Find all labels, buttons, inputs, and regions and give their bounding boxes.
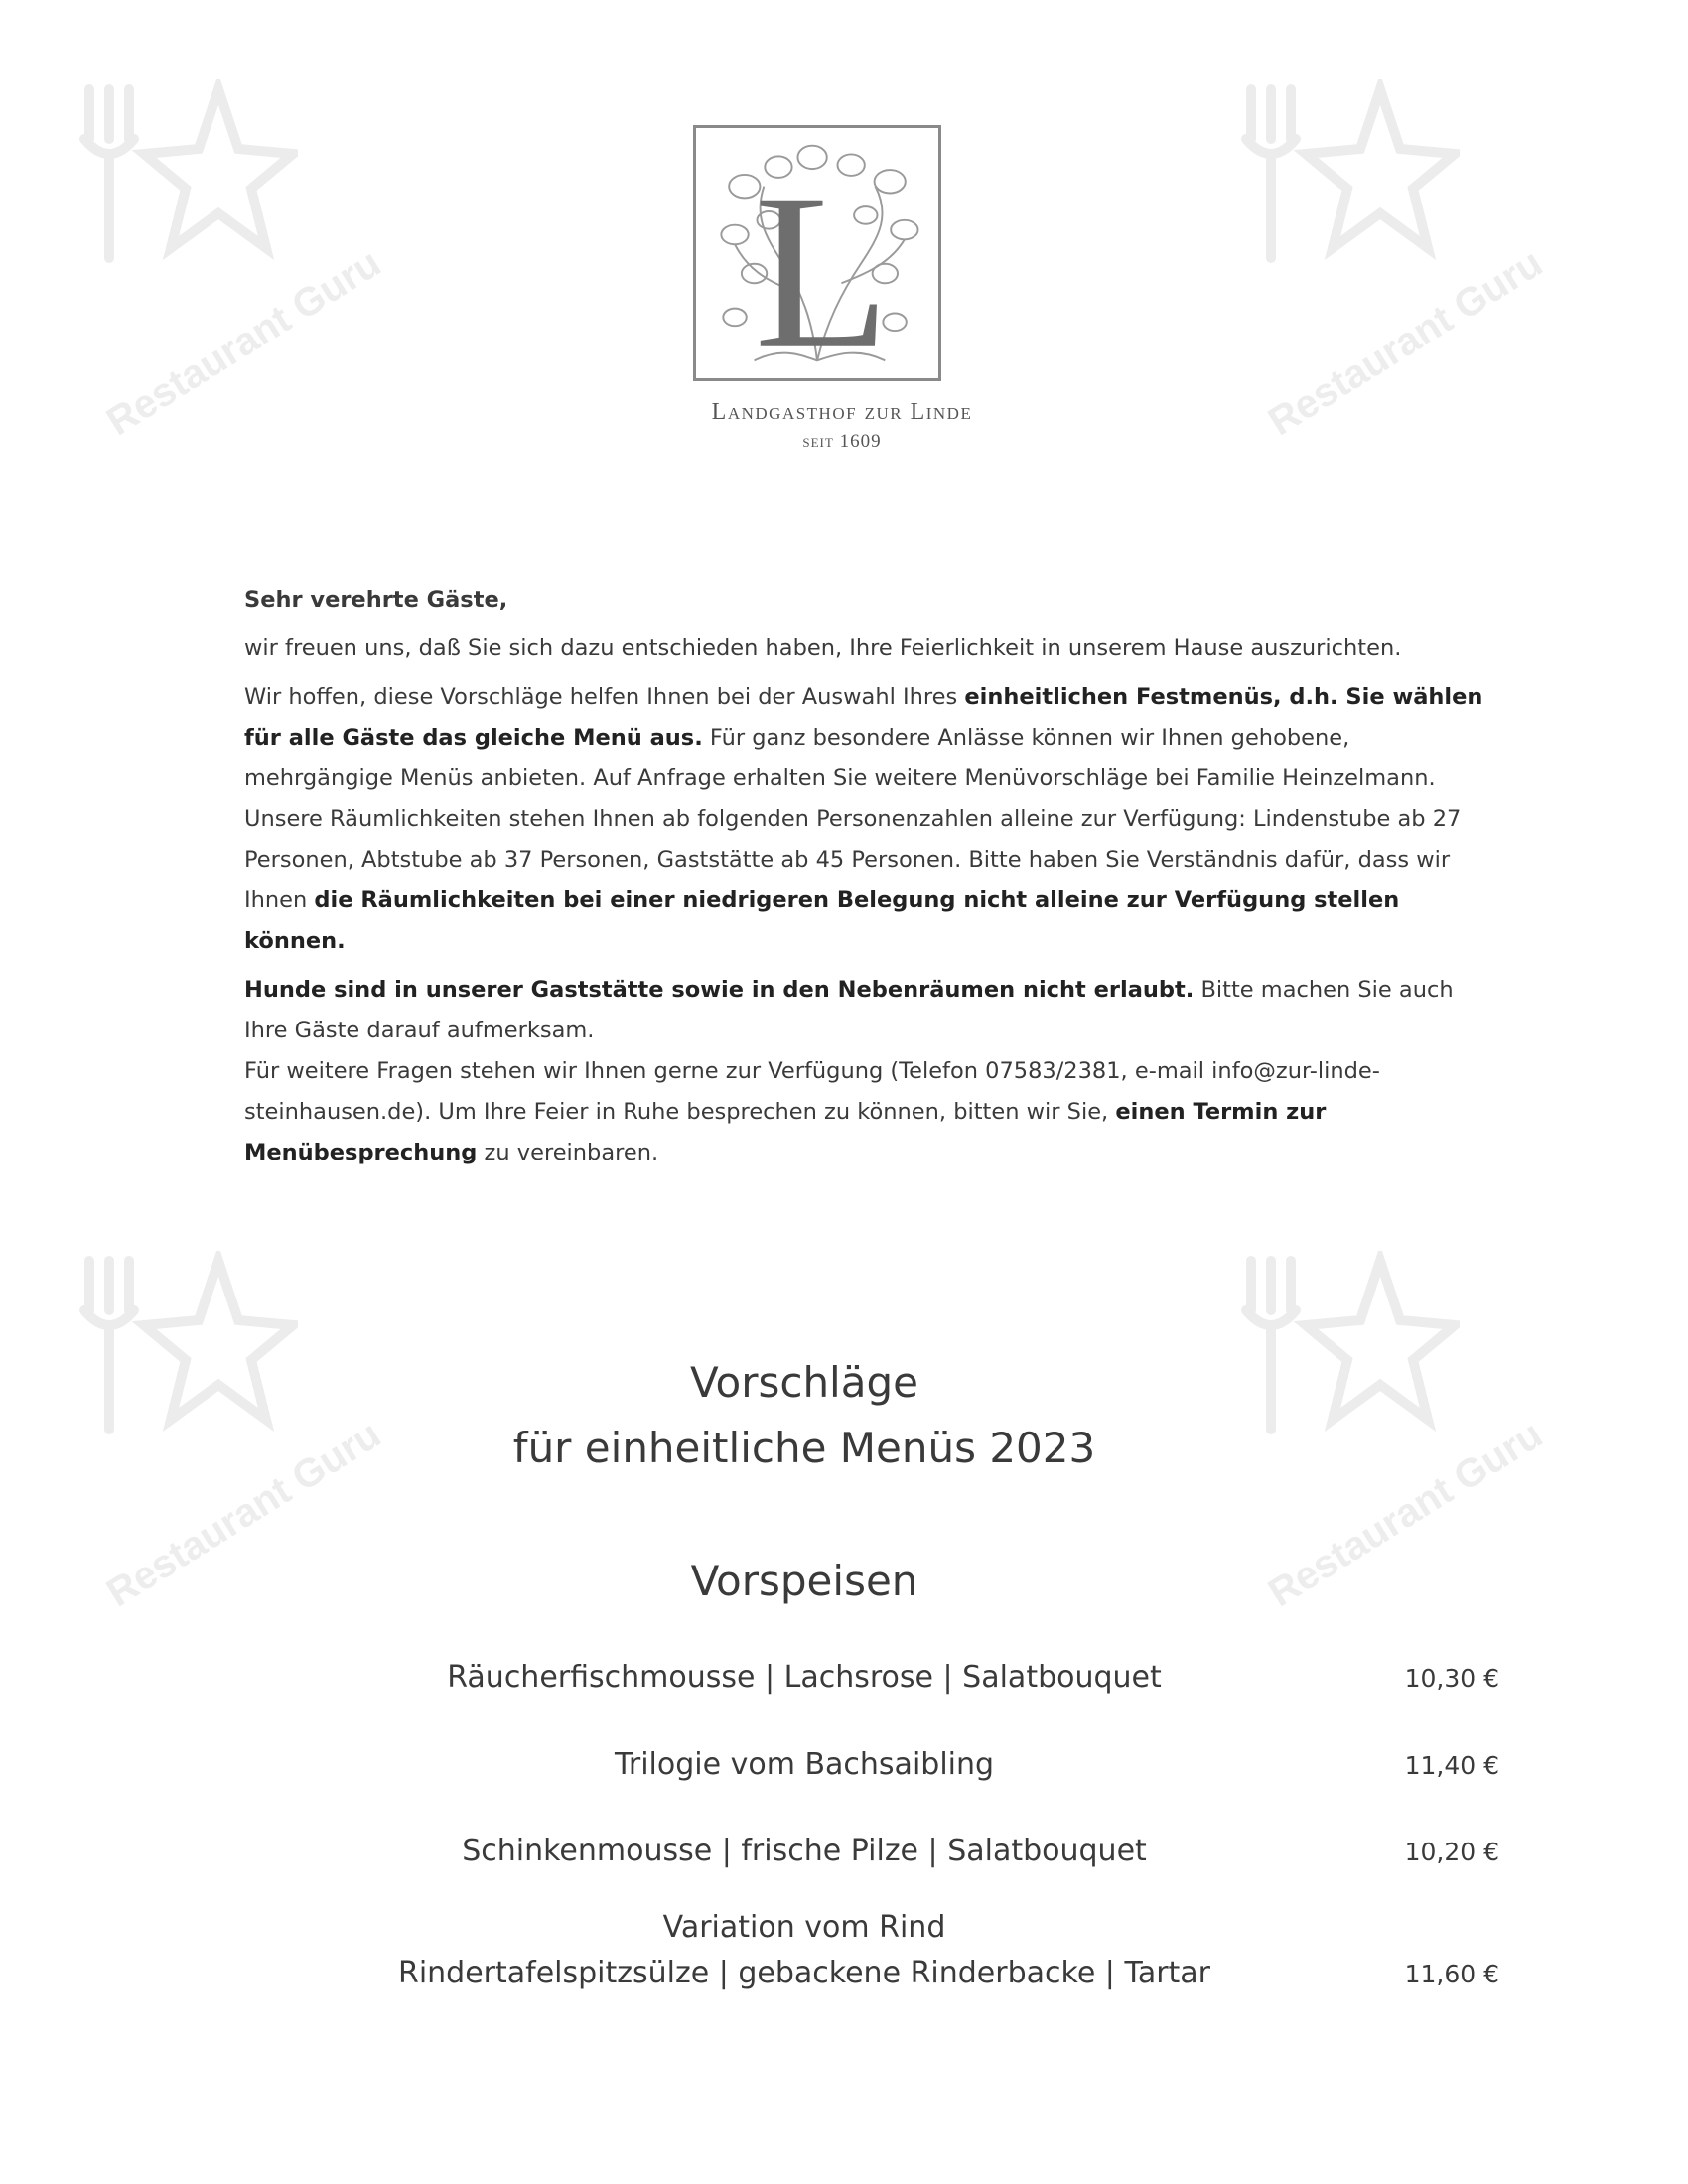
logo-since: seit 1609 (802, 431, 882, 452)
paragraph-intro-text: wir freuen uns, daß Sie sich dazu entschieden haben, Ihre Feierlichkeit in unserem Hause auszurichten. (244, 635, 1402, 661)
menu-item-name: Schinkenmousse | frische Pilze | Salatbouquet (462, 1834, 1147, 1868)
menu-item-price: 11,60 € (1404, 1960, 1499, 1988)
watermark (70, 79, 388, 445)
paragraph-contact-rest: zu vereinbaren. (477, 1140, 659, 1165)
menu-item-price: 10,30 € (1404, 1664, 1499, 1693)
menu-item-price: 10,20 € (1404, 1838, 1499, 1866)
paragraph-menu-choice-bold: einheitlichen Festmenüs, d.h. Sie wählen für alle Gäste das gleiche Menü aus. (244, 684, 1483, 751)
watermark (70, 1251, 388, 1616)
watermark-text: Restaurant Guru (99, 1412, 388, 1616)
paragraph-rooms (244, 799, 1485, 962)
watermark (1231, 79, 1550, 445)
paragraph-dogs (244, 970, 1485, 1051)
paragraph-dogs-text: Bitte machen Sie auch Ihre Gäste darauf aufmerksam. (244, 977, 1454, 1043)
menu-item-subline: Rindertafelspitzsülze | gebackene Rinderbacke | Tartar (397, 1956, 1211, 1990)
logo-letter: L (754, 147, 891, 378)
paragraph-rooms-text: Unsere Räumlichkeiten stehen Ihnen ab folgenden Personenzahlen alleine zur Verfügung: Lindenstube ab 27 Personen, Abtstube ab 37 Personen, Gaststätte ab 45 Personen. Bitte haben Sie Verständnis dafür, dass wir Ihnen (244, 806, 1462, 913)
menu-item-price: 11,40 € (1404, 1751, 1499, 1780)
watermark-text: Restaurant Guru (1261, 240, 1550, 445)
menu-item-name: Räucherfischmousse | Lachsrose | Salatbouquet (447, 1660, 1162, 1695)
menu-item-name: Trilogie vom Bachsaibling (614, 1747, 995, 1782)
paragraph-rooms-bold: die Räumlichkeiten bei einer niedrigeren Belegung nicht alleine zur Verfügung stellen können. (244, 887, 1400, 954)
letter (244, 580, 1485, 1173)
menu-title-line2: für einheitliche Menüs 2023 (512, 1424, 1096, 1472)
fork-star-icon (1231, 79, 1460, 268)
fork-star-icon (70, 79, 298, 268)
paragraph-contact-bold: einen Termin zur Menübesprechung (244, 1099, 1327, 1165)
paragraph-menu-choice-text: Wir hoffen, diese Vorschläge helfen Ihnen bei der Auswahl Ihres (244, 684, 965, 710)
paragraph-menu-choice (244, 677, 1485, 799)
paragraph-contact (244, 1051, 1485, 1173)
paragraph-contact-text: Für weitere Fragen stehen wir Ihnen gerne zur Verfügung (Telefon 07583/2381, e-mail info@zur-linde-steinhausen.de). Um Ihre Feier in Ruhe besprechen zu können, bitten wir Sie, (244, 1058, 1380, 1125)
watermark (1231, 1251, 1550, 1616)
logo-brand: Landgasthof zur Linde (711, 399, 973, 425)
section-title: Vorspeisen (690, 1557, 918, 1605)
paragraph-menu-choice-rest: Für ganz besondere Anlässe können wir Ihnen gehobene, mehrgängige Menüs anbieten. Auf Anfrage erhalten Sie weitere Menüvorschläge bei Familie Heinzelmann. (244, 725, 1436, 791)
watermark-text: Restaurant Guru (1261, 1412, 1550, 1616)
watermark-text: Restaurant Guru (99, 240, 388, 445)
salutation: Sehr verehrte Gäste, (244, 587, 508, 613)
logo (693, 125, 941, 381)
menu-title-line1: Vorschläge (690, 1358, 918, 1407)
fork-star-icon (1231, 1251, 1460, 1439)
paragraph-dogs-bold: Hunde sind in unserer Gaststätte sowie in den Nebenräumen nicht erlaubt. (244, 977, 1195, 1003)
paragraph-intro (244, 628, 1485, 669)
linden-tree-logo (696, 128, 938, 378)
menu-item-name: Variation vom Rind (662, 1910, 946, 1945)
fork-star-icon (70, 1251, 298, 1439)
